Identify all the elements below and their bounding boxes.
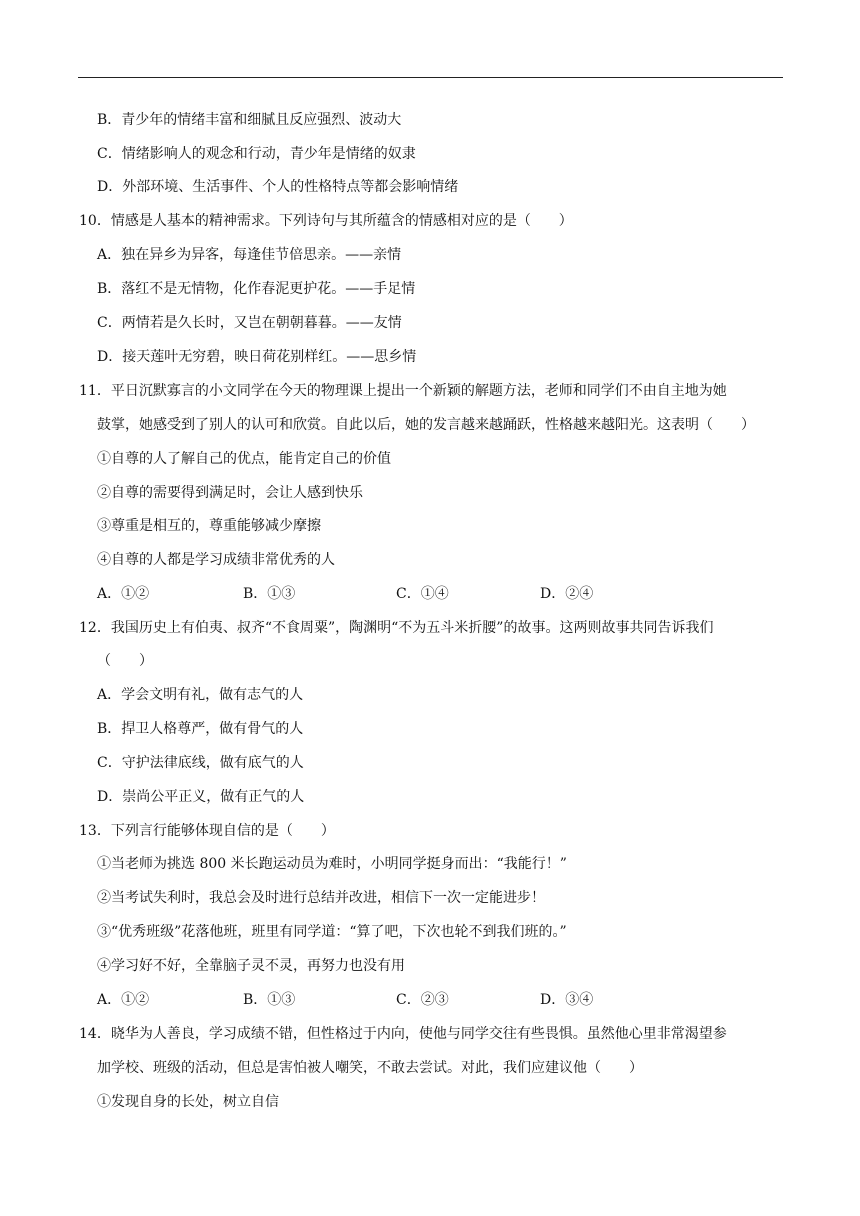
q13-statement-3: ③“优秀班级”花落他班，班里有同学道：“算了吧，下次也轮不到我们班的。” xyxy=(97,924,567,940)
q12-option-b: B．捍卫人格尊严，做有骨气的人 xyxy=(97,721,304,737)
q11-statement-2: ②自尊的需要得到满足时，会让人感到快乐 xyxy=(97,485,363,501)
q10-option-d: D．接天莲叶无穷碧，映日荷花别样红。——思乡情 xyxy=(97,349,417,365)
q12-stem-line1: 12．我国历史上有伯夷、叔齐“不食周粟”，陶渊明“不为五斗米折腰”的故事。这两则故事共同告诉我们 xyxy=(79,620,714,636)
q13-statement-1: ①当老师为挑选 800 米长跑运动员为难时，小明同学挺身而出：“我能行！” xyxy=(97,856,567,872)
q13-choice-b: B．①③ xyxy=(243,992,296,1008)
q13-choice-d: D．③④ xyxy=(540,992,594,1008)
q13-stem: 13．下列言行能够体现自信的是（ ） xyxy=(79,823,335,839)
q11-statement-1: ①自尊的人了解自己的优点，能肯定自己的价值 xyxy=(97,451,391,467)
q9-option-d: D．外部环境、生活事件、个人的性格特点等都会影响情绪 xyxy=(97,179,459,195)
q9-option-c: C．情绪影响人的观念和行动，青少年是情绪的奴隶 xyxy=(97,146,416,162)
q10-option-b: B．落红不是无情物，化作春泥更护花。——手足情 xyxy=(97,281,416,297)
q10-option-c: C．两情若是久长时，又岂在朝朝暮暮。——友情 xyxy=(97,315,402,331)
q11-choice-a: A．①② xyxy=(97,586,150,602)
q11-choice-d: D．②④ xyxy=(540,586,594,602)
q11-stem-line1: 11．平日沉默寡言的小文同学在今天的物理课上提出一个新颖的解题方法，老师和同学们不由自主地为她 xyxy=(79,383,727,399)
q13-statement-2: ②当考试失利时，我总会及时进行总结并改进，相信下一次一定能进步！ xyxy=(97,890,545,906)
q12-option-c: C．守护法律底线，做有底气的人 xyxy=(97,755,304,771)
q10-option-a: A．独在异乡为异客，每逢佳节倍思亲。——亲情 xyxy=(97,247,402,263)
q14-stem-line1: 14．晓华为人善良，学习成绩不错，但性格过于内向，使他与同学交往有些畏惧。虽然他心里非常渴望参 xyxy=(79,1026,727,1042)
q12-option-a: A．学会文明有礼，做有志气的人 xyxy=(97,687,304,703)
q11-statement-4: ④自尊的人都是学习成绩非常优秀的人 xyxy=(97,552,335,568)
q11-choice-c: C．①④ xyxy=(396,586,449,602)
q12-stem-line2: （ ） xyxy=(97,653,153,669)
header-rule xyxy=(78,77,783,78)
q13-choice-c: C．②③ xyxy=(396,992,449,1008)
q9-option-b: B．青少年的情绪丰富和细腻且反应强烈、波动大 xyxy=(97,112,402,128)
q13-choice-a: A．①② xyxy=(97,992,150,1008)
q11-statement-3: ③尊重是相互的，尊重能够减少摩擦 xyxy=(97,518,321,534)
q11-choice-b: B．①③ xyxy=(243,586,296,602)
q12-option-d: D．崇尚公平正义，做有正气的人 xyxy=(97,789,305,805)
q13-statement-4: ④学习好不好，全靠脑子灵不灵，再努力也没有用 xyxy=(97,958,405,974)
q11-stem-line2: 鼓掌，她感受到了别人的认可和欣赏。自此以后，她的发言越来越踊跃，性格越来越阳光。这表明（ ） xyxy=(97,417,755,433)
q10-stem: 10．情感是人基本的精神需求。下列诗句与其所蕴含的情感相对应的是（ ） xyxy=(79,213,573,229)
q14-statement-1: ①发现自身的长处，树立自信 xyxy=(97,1094,279,1110)
q14-stem-line2: 加学校、班级的活动，但总是害怕被人嘲笑，不敢去尝试。对此，我们应建议他（ ） xyxy=(97,1060,643,1076)
